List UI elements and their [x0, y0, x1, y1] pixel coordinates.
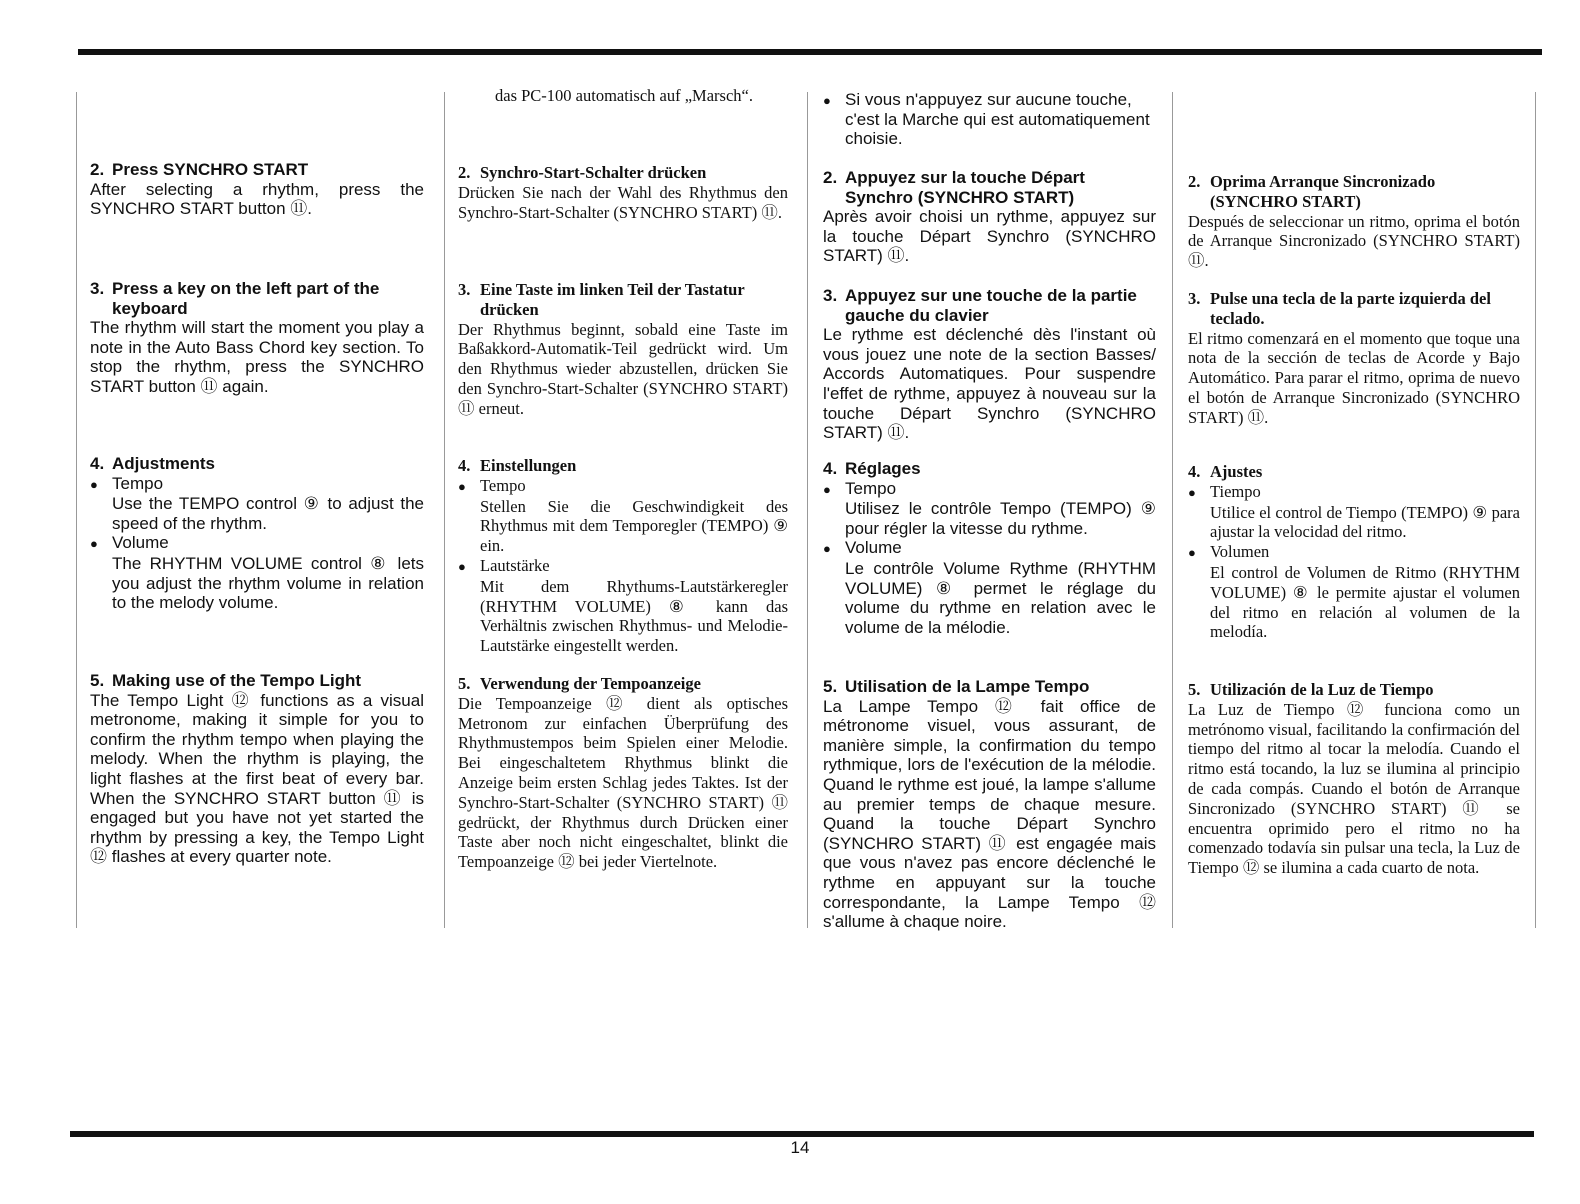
bullet-icon: [90, 474, 112, 495]
bullet-text: Use the TEMPO control ⑨ to adjust the speed of the rhythm.: [112, 494, 424, 533]
fr-section-2: [823, 168, 1156, 266]
es-section-4: [1188, 462, 1520, 642]
section-body: La Luz de Tiempo ⑫ funciona como un metrónomo visual, facilitando la confirmación del tiempo del ritmo al tocar la melodía. Cuando el ritmo está tocando, la luz se ilumina al principio de cada compás. Cuando el botón de Arranque Sincronizado (SYNCHRO START) ⑪ se encuentra oprimido pero el ritmo no ha comenzado todavía sin pulsar una tecla, la Luz de Tiempo ⑫ se ilumina a cada cuarto de nota.: [1188, 699, 1520, 878]
section-body: After selecting a rhythm, press the SYNCHRO START button ⑪.: [90, 179, 424, 219]
fr-top-continuation: ● Si vous n'appuyez sur aucune touche, c'est la Marche qui est automatiquement choisie.: [823, 90, 1156, 149]
section-body: Der Rhythmus beginnt, sobald eine Taste im Baßakkord-Automatik-Teil gedrückt wird. Um den Rhythmus wieder abzustellen, drücken Sie den Synchro-Start-Schalter (SYNCHRO START) ⑪ erneut.: [458, 319, 788, 418]
bullet-item: ● Lautstärke: [458, 556, 788, 577]
es-section-2: [1188, 172, 1520, 271]
section-heading: 4. Ajustes: [1188, 462, 1263, 481]
section-heading: 4. Einstellungen: [458, 456, 577, 475]
german-column: [458, 0, 788, 1100]
section-heading: 4. Adjustments: [90, 454, 215, 473]
section-heading: 5. Making use of the Tempo Light: [90, 671, 362, 690]
bullet-icon: [458, 556, 480, 577]
section-body: Après avoir choisi un rythme, appuyez sur la touche Départ Synchro (SYNCHRO START) ⑪.: [823, 207, 1156, 266]
section-body: The rhythm will start the moment you play a note in the Auto Bass Chord key section. To stop the rhythm, press the SYNCHRO START button ⑪ again.: [90, 318, 424, 396]
bullet-item: ● Tiempo: [1188, 482, 1520, 503]
bullet-icon: [823, 90, 845, 149]
bottom-rule: [70, 1131, 1534, 1137]
section-body: El ritmo comenzará en el momento que toque una nota de la sección de teclas de Acorde y Bajo Automático. Para parar el ritmo, oprima de nuevo el botón de Arranque Sincronizado (SYNCHRO START) ⑪.: [1188, 328, 1520, 427]
en-section-5: [90, 671, 424, 867]
section-heading: 2. Oprima Arranque Sincronizado (SYNCHRO START): [1188, 172, 1436, 211]
section-heading: 3. Eine Taste im linken Teil der Tastatur drücken: [458, 280, 745, 319]
bullet-icon: [1188, 542, 1210, 563]
fr-section-5: [823, 677, 1156, 932]
de-section-3: [458, 280, 788, 419]
es-section-5: [1188, 680, 1520, 878]
spanish-column: [1188, 0, 1520, 1100]
bullet-icon: [458, 476, 480, 497]
de-section-2: [458, 163, 788, 222]
bullet-item: ● Tempo: [458, 476, 788, 497]
section-heading: 3. Appuyez sur une touche de la partie gauche du clavier: [823, 286, 1137, 325]
english-column: [90, 0, 424, 1100]
section-body: Drücken Sie nach der Wahl des Rhythmus den Synchro-Start-Schalter (SYNCHRO START) ⑪.: [458, 182, 788, 222]
bullet-item: ● Volumen: [1188, 542, 1520, 563]
page-number: 14: [790, 1138, 810, 1157]
section-heading: 5. Utilisation de la Lampe Tempo: [823, 677, 1090, 696]
bullet-icon: [1188, 482, 1210, 503]
bullet-item: ● Tempo: [823, 479, 1156, 500]
column-divider: [76, 92, 77, 928]
en-section-3: [90, 279, 424, 397]
column-divider: [1172, 92, 1173, 928]
bullet-text: Le contrôle Volume Rythme (RHYTHM VOLUME) ⑧ permet le réglage du volume du rythme en relation avec le volume de la mélodie.: [845, 558, 1156, 637]
en-section-4: [90, 454, 424, 613]
section-heading: 3. Press a key on the left part of the keyboard: [90, 279, 380, 318]
fr-section-4: [823, 459, 1156, 637]
bullet-text: The RHYTHM VOLUME control ⑧ lets you adjust the rhythm volume in relation to the melody volume.: [112, 553, 424, 613]
bullet-icon: [90, 533, 112, 554]
fr-section-3: [823, 286, 1156, 443]
column-divider: [1535, 92, 1536, 928]
section-heading: 5. Verwendung der Tempoanzeige: [458, 674, 701, 693]
section-body: Después de seleccionar un ritmo, oprima el botón de Arranque Sincronizado (SYNCHRO START) ⑪.: [1188, 211, 1520, 271]
french-column: [823, 0, 1156, 1100]
bullet-icon: [823, 538, 845, 559]
bullet-item: ● Tempo: [90, 474, 424, 495]
section-heading: 2. Synchro-Start-Schalter drücken: [458, 163, 707, 182]
bullet-item: ● Volume: [823, 538, 1156, 559]
section-heading: 2. Appuyez sur la touche Départ Synchro (SYNCHRO START): [823, 168, 1085, 207]
section-heading: 4. Réglages: [823, 459, 921, 478]
bullet-text: Utilisez le contrôle Tempo (TEMPO) ⑨ pour régler la vitesse du rythme.: [845, 499, 1156, 538]
section-body: Die Tempoanzeige ⑫ dient als optisches Metronom zur einfachen Überprüfung des Rhythmustempos beim Spielen einer Melodie. Bei eingeschaltetem Rhythmus blinkt die Anzeige beim ersten Schlag jedes Taktes. Ist der Synchro-Start-Schalter (SYNCHRO START) ⑪ gedrückt, der Rhythmus durch Drücken einer Taste aber noch nicht eingeschaltet, blinkt die Tempoanzeige ⑫ bei jeder Viertelnote.: [458, 693, 788, 872]
en-section-2: [90, 160, 424, 219]
de-top-continuation: das PC-100 automatisch auf „Marsch“.: [495, 86, 753, 105]
es-section-3: [1188, 289, 1520, 428]
de-section-5: [458, 674, 788, 872]
section-body: La Lampe Tempo ⑫ fait office de métronome visuel, vous assurant, de manière simple, la confirmation du tempo rythmique, lors de l'exécution de la mélodie. Quand le rythme est joué, la lampe s'allume au premier temps de chaque mesure. Quand la touche Départ Synchro (SYNCHRO START) ⑪ est engagée mais que vous n'avez pas encore déclenché le rythme en appuyant sur la touche correspondante, la Lampe Tempo ⑫ s'allume à chaque noire.: [823, 696, 1156, 932]
bullet-item: ● Volume: [90, 533, 424, 554]
bullet-text: Utilice el control de Tiempo (TEMPO) ⑨ para ajustar la velocidad del ritmo.: [1210, 502, 1520, 542]
de-section-4: [458, 456, 788, 656]
column-divider: [444, 92, 445, 928]
bullet-text: Mit dem Rhythums-Lautstärkeregler (RHYTHM VOLUME) ⑧ kann das Verhältnis zwischen Rhythmus- und Melodie-Lautstärke eingestellt werden.: [480, 576, 788, 656]
bullet-text: Stellen Sie die Geschwindigkeit des Rhythmus mit dem Temporegler (TEMPO) ⑨ ein.: [480, 496, 788, 556]
bullet-icon: [823, 479, 845, 500]
section-body: The Tempo Light ⑫ functions as a visual metronome, making it simple for you to confirm the rhythm tempo when playing the melody. When the rhythm is playing, the light flashes at the first beat of every bar. When the SYNCHRO START button ⑪ is engaged but you have not yet started the rhythm by pressing a key, the Tempo Light ⑫ flashes at every quarter note.: [90, 690, 424, 867]
bullet-text: El control de Volumen de Ritmo (RHYTHM VOLUME) ⑧ le permite ajustar el volumen del ritmo en relación al volumen de la melodía.: [1210, 562, 1520, 642]
column-divider: [807, 92, 808, 928]
section-heading: 2. Press SYNCHRO START: [90, 160, 309, 179]
section-heading: 3. Pulse una tecla de la parte izquierda del teclado.: [1188, 289, 1491, 328]
section-body: Le rythme est déclenché dès l'instant où vous jouez une note de la section Basses/ Accords Automatiques. Pour suspendre l'effet de rythme, appuyez à nouveau sur la touche Départ Synchro (SYNCHRO START) ⑪.: [823, 325, 1156, 443]
section-heading: 5. Utilización de la Luz de Tiempo: [1188, 680, 1434, 699]
